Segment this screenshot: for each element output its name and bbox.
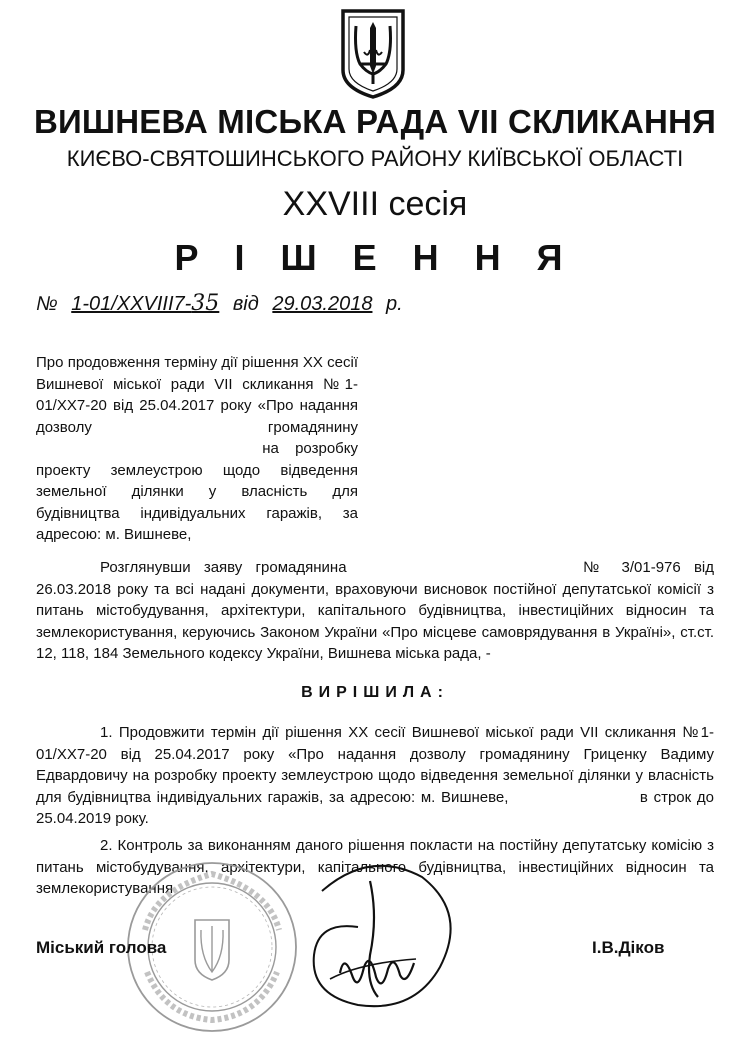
signatory-title: Міський голова — [36, 938, 167, 957]
resolved-heading: ВИРІШИЛА: — [301, 684, 449, 701]
district-name: КИЄВО-СВЯТОШИНСЬКОГО РАЙОНУ КИЇВСЬКОЇ ОБЛАСТІ — [66, 146, 684, 171]
decision-subject — [36, 352, 358, 546]
decision-date: 29.03.2018 — [272, 293, 373, 315]
subject-part-1: Про продовження терміну дії рішення XX сесії Вишневої міської ради VII скликання №1-01/XX7-20 від 25.04.2017 року «Про надання дозволу громадянину — [36, 354, 358, 436]
decision-item-1 — [36, 722, 714, 830]
date-prefix: від — [232, 293, 259, 315]
preamble-part-1: Розглянувши заяву громадянина — [100, 559, 347, 576]
signatory-name: І.В.Діков — [592, 938, 665, 957]
document-type: Р І Ш Е Н Н Я — [174, 237, 576, 278]
handwritten-number: 35 — [191, 291, 220, 316]
subject-part-2: на розробку проекту землеустрою щодо відведення земельної ділянки у власність для будівництва індивідуальних гаражів, за адресою: м. Вишневе, — [36, 440, 358, 543]
session-title: XXVIII сесія — [282, 185, 468, 223]
item-2-text: 2. Контроль за виконанням даного рішення покласти на постійну депутатську комісію з питань містобудування, архітектури, капітального будівництва, інвестиційних відносин та землекористування. — [36, 837, 714, 897]
date-suffix: р. — [386, 293, 403, 315]
decision-number: 1-01/XXVIII7-35 — [71, 291, 220, 316]
trident-emblem-icon — [338, 8, 408, 100]
number-prefix: № — [36, 293, 58, 315]
council-name: ВИШНЕВА МІСЬКА РАДА VII СКЛИКАННЯ — [33, 103, 717, 140]
handwritten-signature-icon — [300, 855, 460, 1015]
preamble-part-2: № 3/01-976 від 26.03.2018 року та всі надані документи, враховуючи висновок постійної депутатської комісії з питань містобудування, архітектури, капітального будівництва, інвестиційних відносин та землекористування, керуючись Законом України «Про місцеве самоврядування в Україні», ст.ст. 12, 118, 184 Земельного кодексу України, Вишнева міська рада, - — [36, 559, 715, 662]
item-1-part-1: 1. Продовжити термін дії рішення XX сесії Вишневої міської ради VII скликання №1-01/XX7-20 від 25.04.2017 року «Про надання дозволу громадянину Гриценку Вадиму Едвардовичу на розробку проекту землеустрою щодо відведення земельної ділянки у власність для будівництва індивідуальних гаражів, за адресою: м. Вишневе, — [36, 724, 714, 806]
item-1-part-2: в строк до 25.04.2019 року. — [36, 788, 715, 827]
decision-number-line — [36, 291, 403, 316]
preamble-paragraph — [36, 557, 714, 665]
